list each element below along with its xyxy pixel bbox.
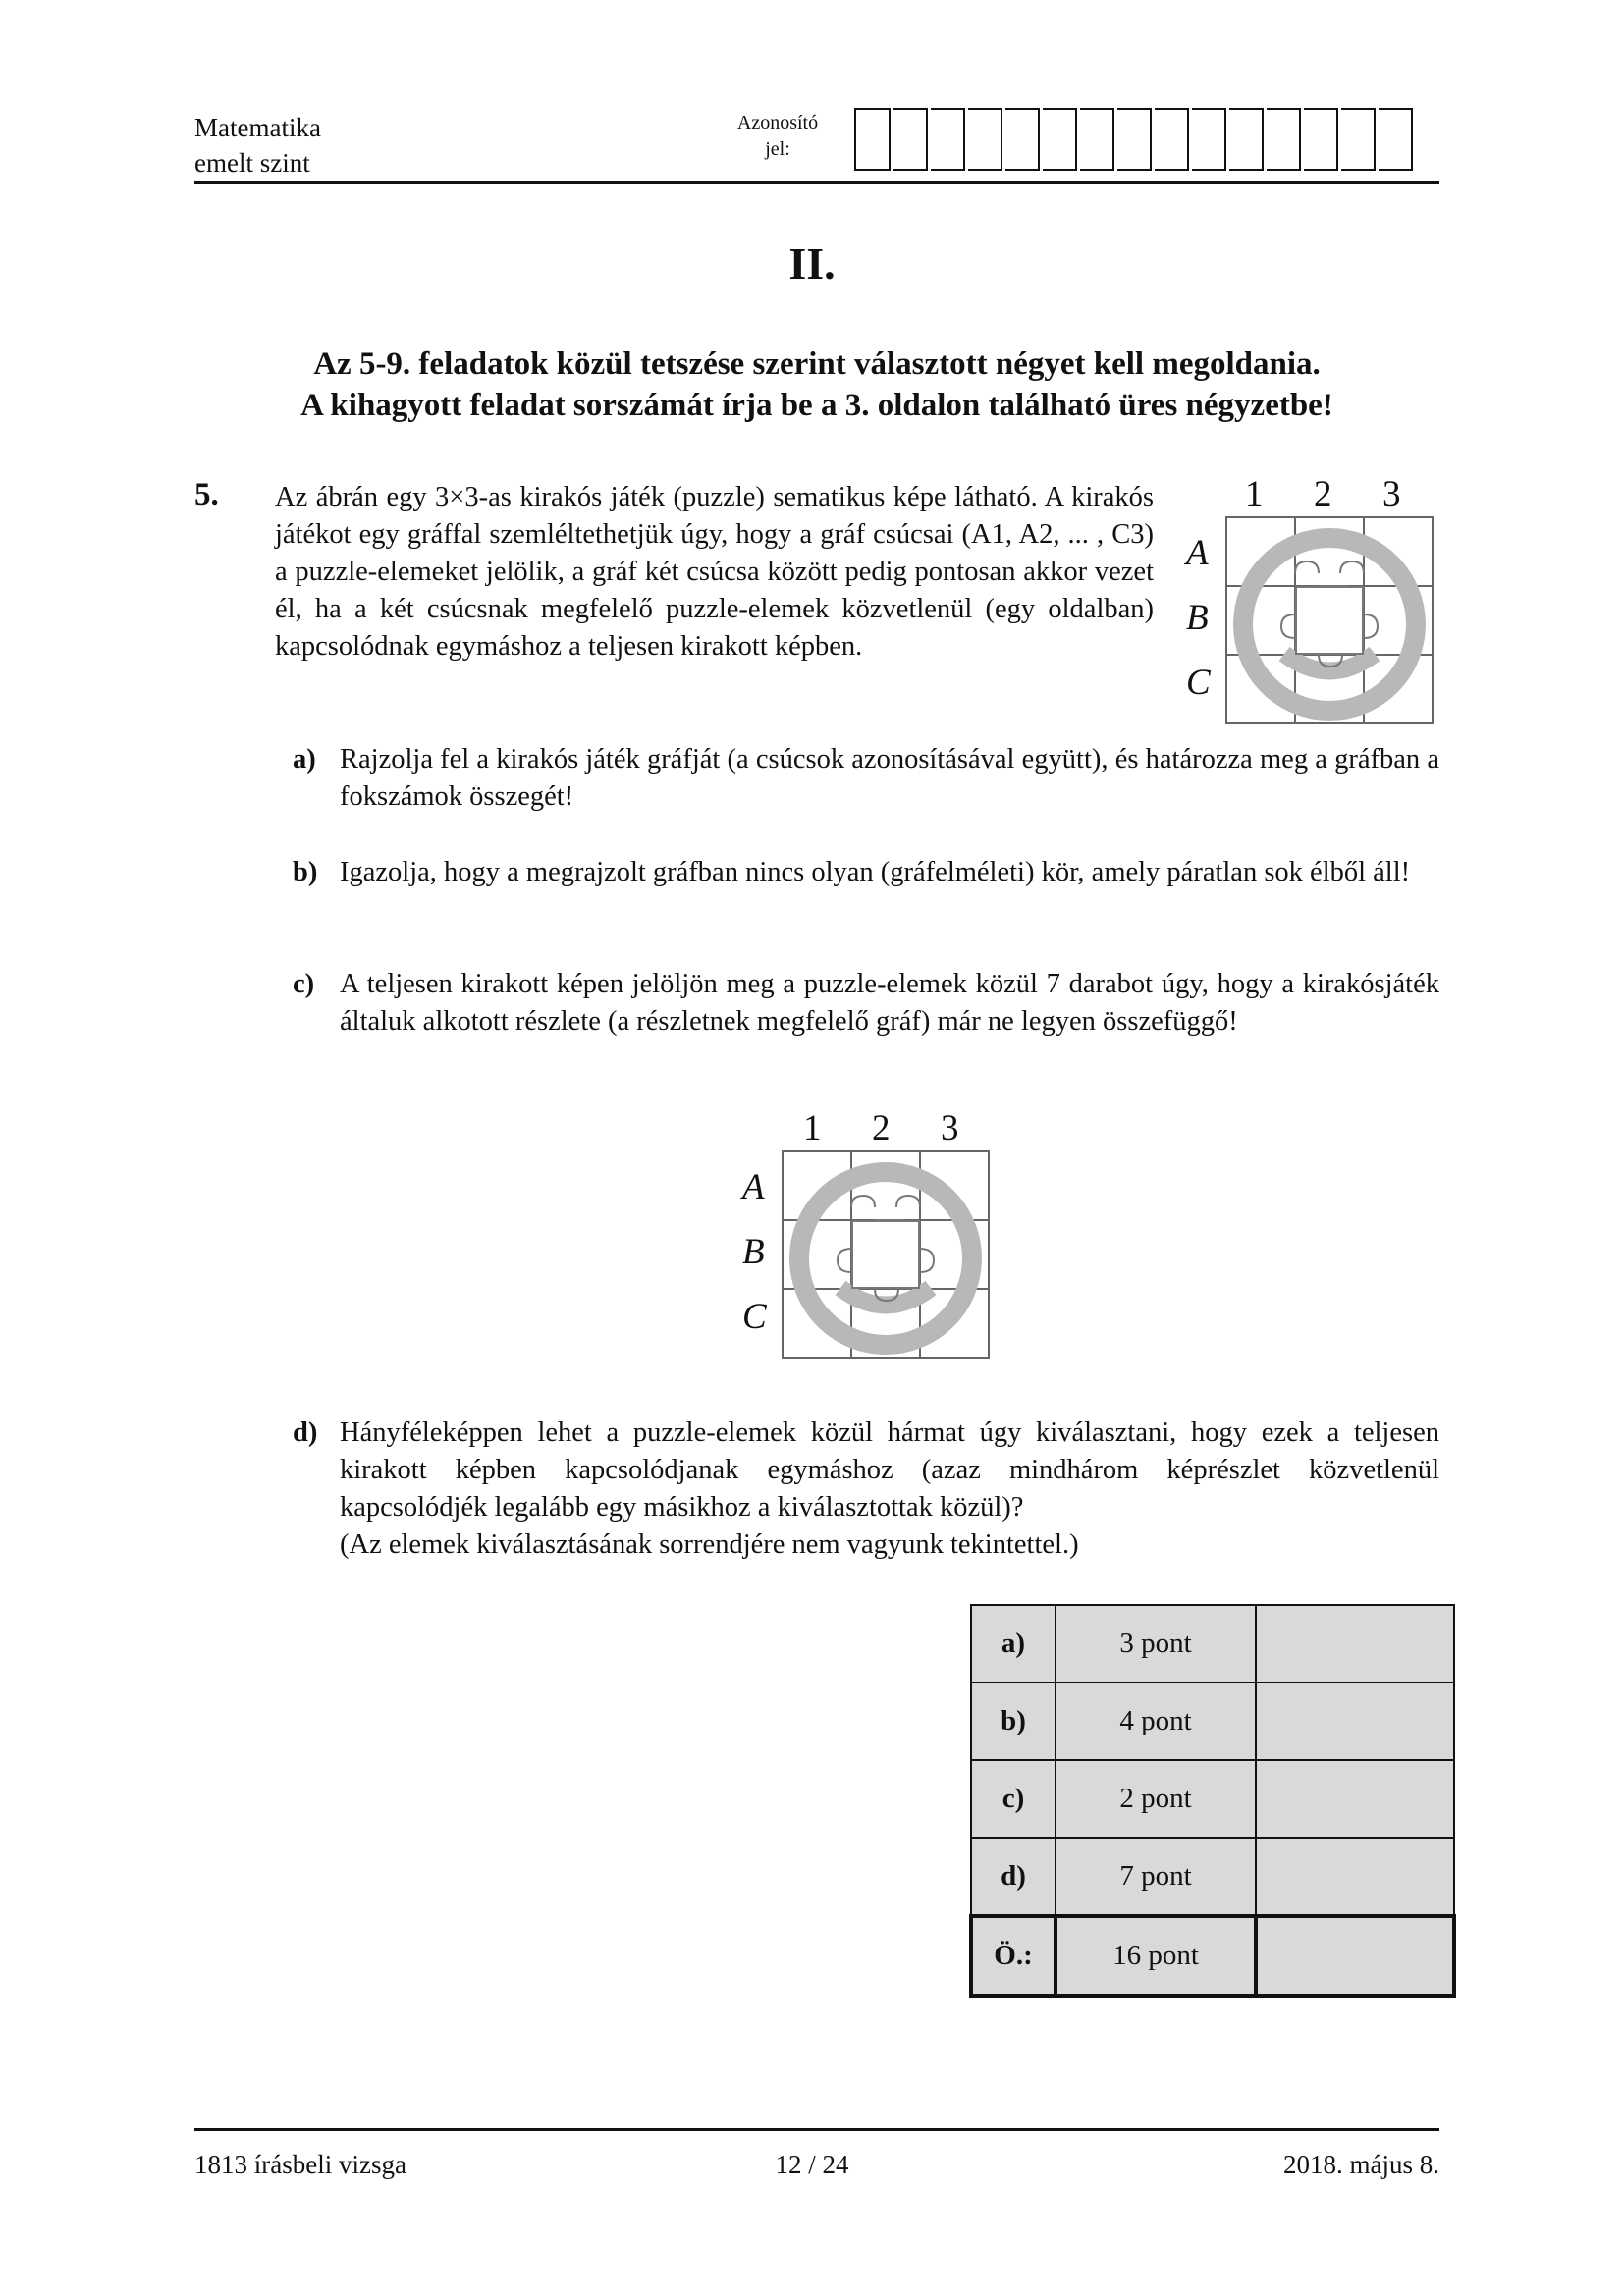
- id-box[interactable]: [893, 108, 928, 171]
- row-label: A: [1186, 533, 1209, 573]
- header-divider: [194, 181, 1439, 184]
- subtask-d-note: (Az elemek kiválasztásának sorrendjére nem vagyunk tekintettel.): [340, 1529, 1079, 1560]
- id-label: Azonosító jel:: [736, 112, 819, 160]
- footer-exam-id: 1813 írásbeli vizsga: [194, 2150, 406, 2179]
- id-box[interactable]: [1341, 108, 1376, 171]
- id-box[interactable]: [1229, 108, 1264, 171]
- id-boxes[interactable]: [854, 108, 1416, 171]
- table-row: a) 3 pont: [971, 1605, 1454, 1682]
- footer-divider: [194, 2128, 1439, 2131]
- column-label: 1: [803, 1108, 822, 1148]
- footer-date: 2018. május 8.: [1283, 2150, 1439, 2179]
- id-box[interactable]: [1379, 108, 1413, 171]
- column-label: 2: [872, 1108, 891, 1148]
- score-entry-cell[interactable]: [1256, 1838, 1454, 1916]
- score-entry-cell[interactable]: [1256, 1760, 1454, 1838]
- column-label: 3: [1382, 474, 1401, 514]
- exam-header: [194, 110, 321, 181]
- id-box[interactable]: [1005, 108, 1040, 171]
- id-box[interactable]: [1155, 108, 1189, 171]
- puzzle-grid-image: [1225, 516, 1443, 734]
- id-box[interactable]: [856, 108, 891, 171]
- column-label: 2: [1314, 474, 1332, 514]
- column-label: 3: [941, 1108, 959, 1148]
- id-box[interactable]: [1267, 108, 1301, 171]
- row-label: B: [1186, 598, 1209, 638]
- id-box[interactable]: [1304, 108, 1338, 171]
- section-number: II.: [788, 239, 836, 289]
- id-box[interactable]: [1192, 108, 1226, 171]
- score-entry-cell[interactable]: [1256, 1682, 1454, 1760]
- subtask-c: c) A teljesen kirakott képen jelöljön meg a puzzle-elemek közül 7 darabot úgy, hogy a kirakósjáték általuk alkotott részlete (a részletnek megfelelő gráf) már ne legyen összefüggő!: [293, 969, 1439, 1037]
- row-label: A: [742, 1167, 765, 1207]
- table-row: d) 7 pont: [971, 1838, 1454, 1916]
- puzzle-figure-bottom: [738, 1107, 1003, 1367]
- id-box[interactable]: [968, 108, 1002, 171]
- id-box[interactable]: [1043, 108, 1077, 171]
- score-table: [969, 1604, 1456, 1998]
- table-row: b) 4 pont: [971, 1682, 1454, 1760]
- table-row: c) 2 pont: [971, 1760, 1454, 1838]
- row-label: C: [1186, 663, 1211, 703]
- row-label: C: [742, 1297, 767, 1337]
- puzzle-grid-image: [782, 1150, 1000, 1368]
- row-label: B: [742, 1232, 765, 1272]
- score-entry-cell[interactable]: [1256, 1605, 1454, 1682]
- column-label: 1: [1245, 474, 1264, 514]
- task-statement: Az ábrán egy 3×3-as kirakós játék (puzzle) sematikus képe látható. A kirakós játékot egy gráffal szemléltethetjük úgy, hogy a gráf csúcsai (A1, A2, ... , C3) a puzzle-elemeket jelölik, a gráf két csúcsa között pedig pontosan akkor vezet él, ha a két csúcsnak megfelelő puzzle-elemek közvetlenül (egy oldalban) kapcsolódnak egymáshoz a teljesen kirakott képben.: [275, 482, 1154, 662]
- page-number: 12 / 24: [775, 2150, 849, 2179]
- subtask-a: a) Rajzolja fel a kirakós játék gráfját (a csúcsok azonosításával együtt), és határozza meg a gráfban a fokszámok összegét!: [293, 744, 1439, 812]
- id-box[interactable]: [931, 108, 965, 171]
- table-row-total: Ö.: 16 pont: [971, 1916, 1454, 1996]
- id-box[interactable]: [1117, 108, 1152, 171]
- puzzle-figure-top: [1186, 473, 1451, 733]
- score-entry-cell[interactable]: [1256, 1916, 1454, 1996]
- subtask-d: d) Hányféleképpen lehet a puzzle-elemek közül hármat úgy kiválasztani, hogy ezek a teljesen kirakott képben kapcsolódjanak egymáshoz (azaz mindhárom képrészlet közvetlenül kapcsolódjék legalább egy másikhoz a kiválasztottak közül)? (Az elemek kiválasztásának sorrendjére nem vagyunk tekintettel.): [293, 1417, 1439, 1560]
- exam-level: emelt szint: [194, 148, 310, 178]
- id-box[interactable]: [1080, 108, 1114, 171]
- task-number: 5.: [194, 477, 219, 512]
- subtask-b: b) Igazolja, hogy a megrajzolt gráfban nincs olyan (gráfelméleti) kör, amely páratlan sok élből áll!: [293, 857, 1411, 887]
- subject-name: Matematika: [194, 113, 321, 142]
- section-intro: Az 5-9. feladatok közül tetszése szerint választott négyet kell megoldania. A kihagyott feladat sorszámát írja be a 3. oldalon található üres négyzetbe!: [300, 347, 1333, 423]
